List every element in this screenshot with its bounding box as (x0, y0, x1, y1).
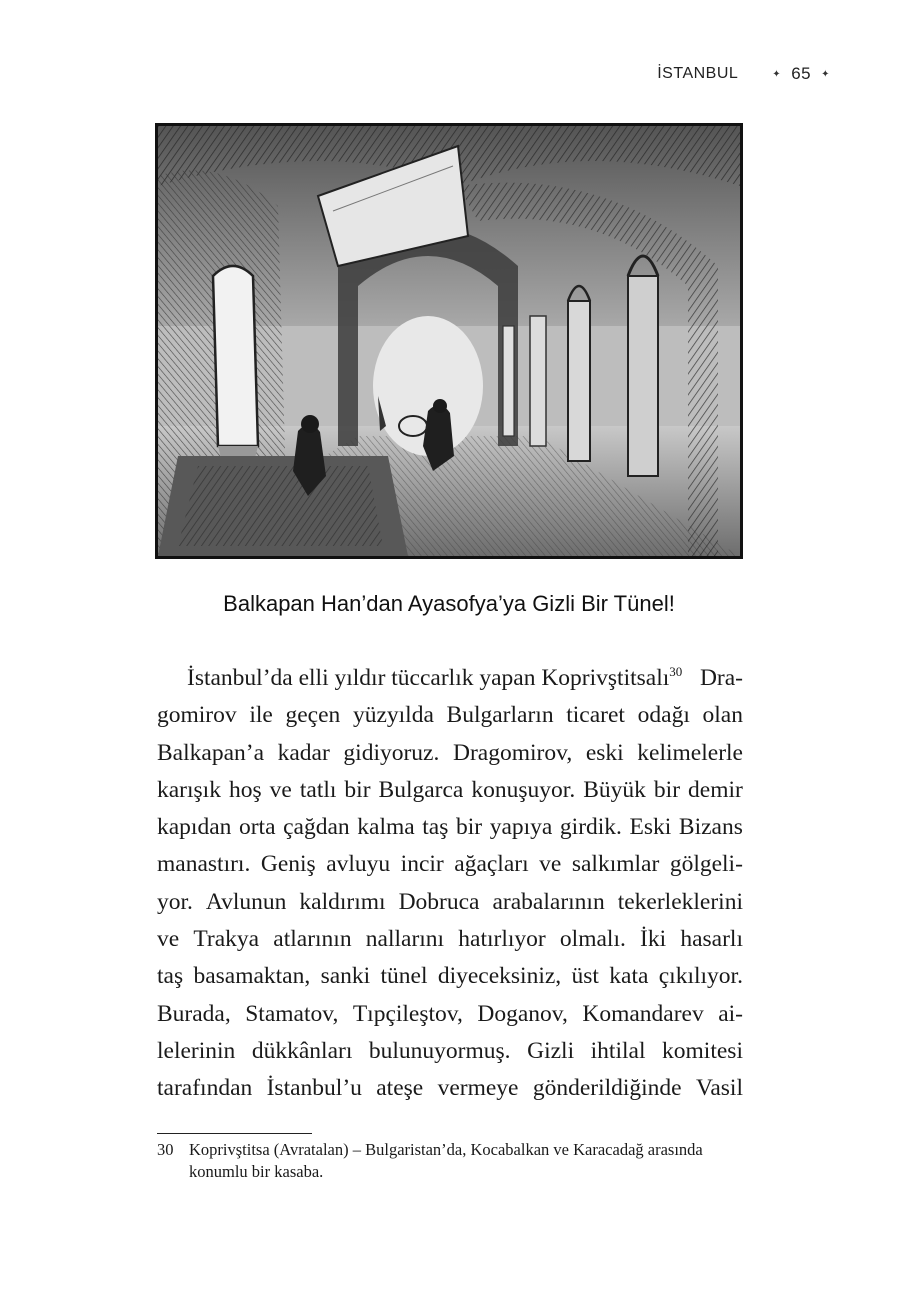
word: kaldırımı (299, 888, 386, 915)
word: hasarlı (680, 926, 743, 953)
word: Doganov, (477, 1000, 568, 1027)
word: gomirov (157, 702, 237, 729)
footnote-reference: 30 (669, 664, 683, 679)
word: Trakya (193, 926, 260, 953)
word: ticaret (566, 702, 625, 729)
word: Balkapan’a (157, 739, 265, 766)
word: ağaçları (454, 851, 529, 878)
word: Dragomirov, (452, 739, 573, 766)
word: girdik. (559, 814, 622, 841)
word: Avlunun (205, 888, 287, 915)
bazaar-arcade-illustration (155, 123, 743, 559)
word: kadar (277, 739, 330, 766)
word: bir (344, 776, 371, 803)
text-line (157, 884, 743, 921)
word: eski (585, 739, 624, 766)
text-line (157, 958, 743, 995)
ornament-right: ✦ (821, 68, 830, 80)
word: ve (539, 851, 562, 878)
word: sanki (320, 963, 371, 990)
word: arabalarının (492, 888, 605, 915)
word: komitesi (662, 1037, 743, 1064)
word: tatlı (299, 776, 337, 803)
word: yüzyılda (352, 702, 434, 729)
word: Stamatov, (245, 1000, 339, 1027)
word: hatırlıyor (458, 926, 546, 953)
word: gölgeli- (669, 851, 743, 878)
word: konuşuyor. (471, 776, 576, 803)
word: Tıpçileştov, (352, 1000, 463, 1027)
word: tekerleklerini (617, 888, 743, 915)
word: üst (571, 963, 599, 990)
word: basamaktan, (193, 963, 311, 990)
word: çıkılıyor. (658, 963, 743, 990)
text-line (157, 772, 743, 809)
word: olmalı. (559, 926, 626, 953)
word: ve (157, 926, 180, 953)
word: diyeceksiniz, (437, 963, 562, 990)
word: demir (688, 776, 743, 803)
word: dükkânları (251, 1037, 353, 1064)
word: vermeye (437, 1075, 519, 1102)
word: manastırı. (157, 851, 251, 878)
word: taş (157, 963, 184, 990)
word: yapıya (489, 814, 553, 841)
word: salkımlar (571, 851, 660, 878)
page-number: 65 (791, 64, 812, 83)
word: Bulgarların (446, 702, 554, 729)
word: tünel (380, 963, 428, 990)
section-title: İSTANBUL (657, 65, 739, 82)
word: İstanbul’u (266, 1075, 362, 1102)
word: taş (422, 814, 449, 841)
word: çağdan (283, 814, 350, 841)
word: Gizli (527, 1037, 575, 1064)
word: Büyük (583, 776, 646, 803)
word: tarafından (157, 1075, 253, 1102)
word: ai- (718, 1000, 743, 1027)
footnote-text-line-1: Koprivştitsa (Avratalan) – Bulgaristan’da, Kocabalkan ve Karacadağ arasında (189, 1140, 703, 1159)
word: Bulgarca (378, 776, 464, 803)
word: ile (249, 702, 273, 729)
word: geçen (285, 702, 341, 729)
word: karışık (157, 776, 221, 803)
word: İki (640, 926, 667, 953)
word: avluyu (326, 851, 391, 878)
footnote-text-line-2: konumlu bir kasaba. (189, 1162, 324, 1181)
figure-caption: Balkapan Han’dan Ayasofya’ya Gizli Bir Tünel! (223, 591, 675, 616)
text-line-1-end: Dra- (699, 665, 743, 691)
word: ateşe (376, 1075, 424, 1102)
word: nallarını (365, 926, 445, 953)
footnote-number: 30 (157, 1140, 174, 1159)
text-line (157, 697, 743, 734)
word: bir (455, 814, 483, 841)
word: yor. (157, 888, 193, 915)
word: bulunuyormuş. (368, 1037, 511, 1064)
text-line (157, 846, 743, 883)
running-header (657, 64, 830, 84)
word: Bizans (678, 814, 743, 841)
word: kalma (357, 814, 415, 841)
word: atlarının (273, 926, 352, 953)
word: Geniş (260, 851, 316, 878)
word: orta (238, 814, 276, 841)
word: incir (400, 851, 444, 878)
footnote-divider (157, 1133, 312, 1134)
word: odağı (637, 702, 690, 729)
word: olan (702, 702, 743, 729)
word: gönderildiğinde (532, 1075, 682, 1102)
word: gidiyoruz. (343, 739, 440, 766)
word: Komandarev (582, 1000, 704, 1027)
word: kelimelerle (637, 739, 743, 766)
ornament-left: ✦ (772, 68, 782, 80)
text-line (157, 996, 743, 1033)
footnote (157, 1139, 757, 1183)
pencil-sketch-drawing (158, 126, 740, 556)
word: ve (269, 776, 292, 803)
text-line (157, 735, 743, 772)
text-line (157, 1033, 743, 1070)
text-line (157, 809, 743, 846)
word: kata (609, 963, 649, 990)
word: bir (653, 776, 681, 803)
word: lelerinin (157, 1037, 236, 1064)
word: Dobruca (398, 888, 480, 915)
text-line-1-start: İstanbul’da elli yıldır tüccarlık yapan Koprivştitsalı (187, 665, 670, 691)
text-line-1 (157, 660, 743, 697)
word: kapıdan (157, 814, 232, 841)
word: Eski (629, 814, 672, 841)
body-paragraph (157, 660, 743, 1108)
word: hoş (228, 776, 262, 803)
word: Burada, (157, 1000, 231, 1027)
text-line (157, 1070, 743, 1107)
text-line (157, 921, 743, 958)
word: ihtilal (590, 1037, 646, 1064)
word: Vasil (695, 1075, 743, 1102)
